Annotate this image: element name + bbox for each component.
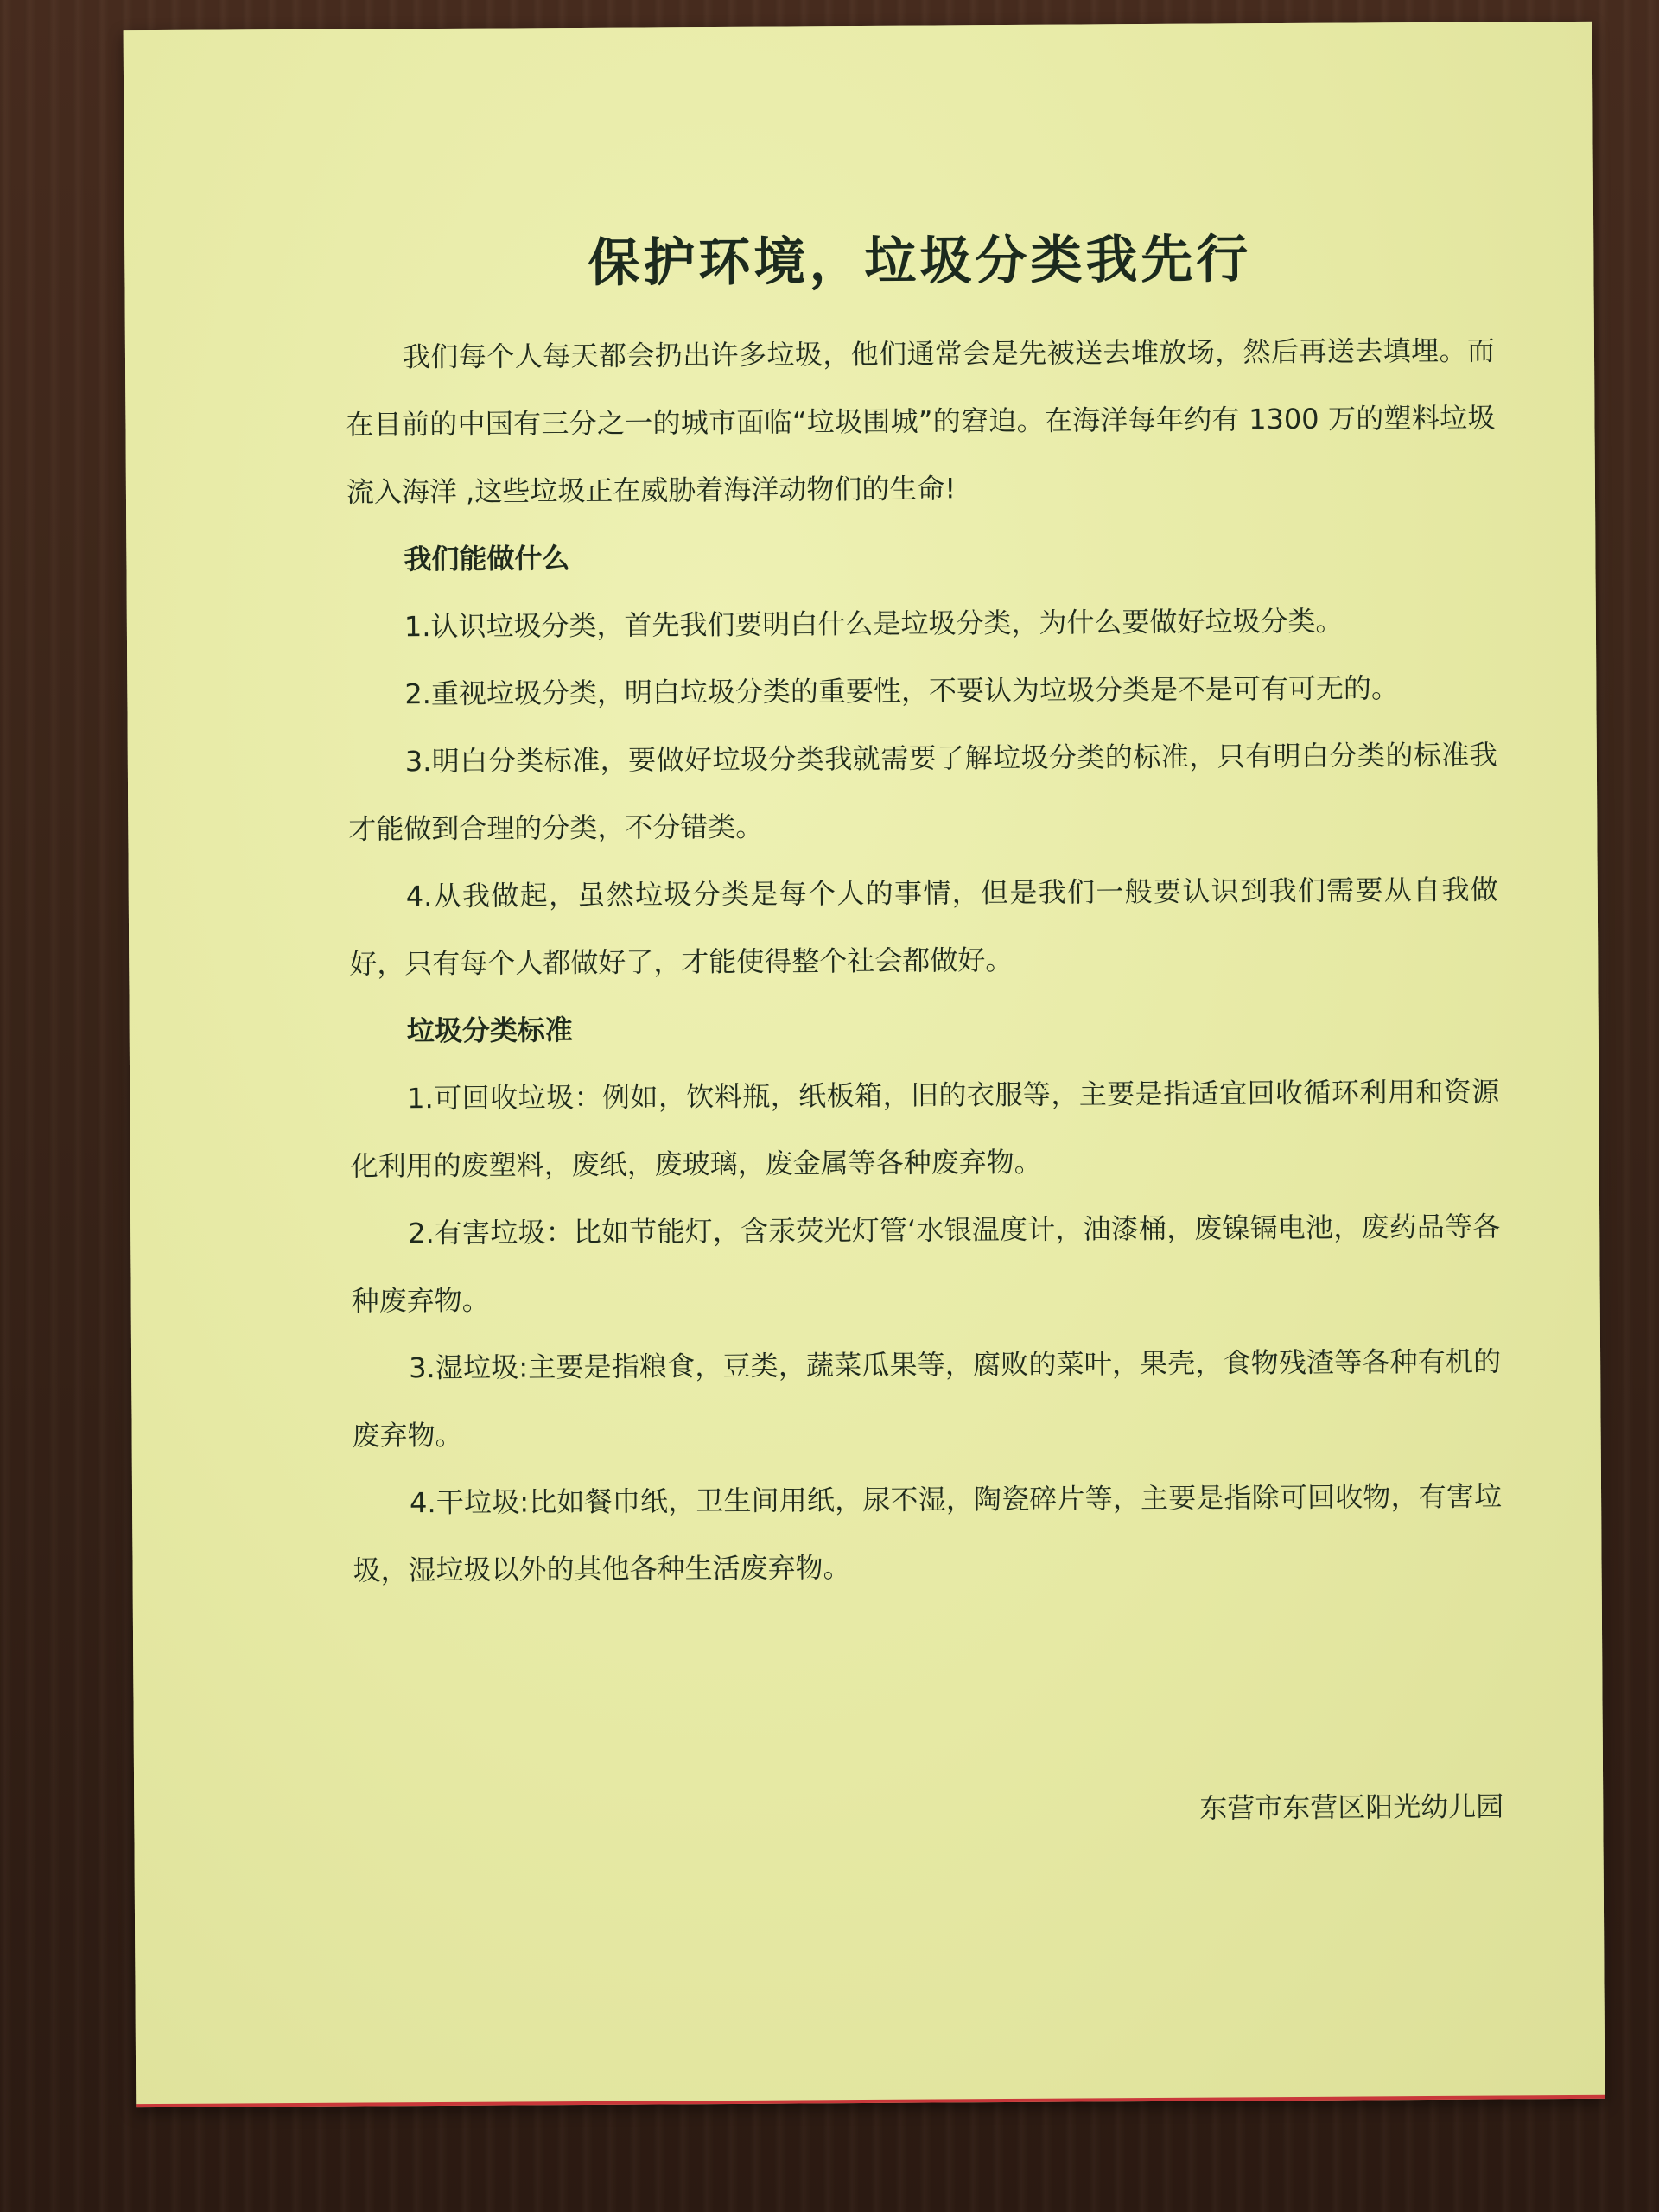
intro-paragraph: 我们每个人每天都会扔出许多垃圾，他们通常会是先被送去堆放场，然后再送去填埋。而在目前的中国有三分之一的城市面临“垃圾围城”的窘迫。在海洋每年约有 1300 万的塑料垃圾流入海洋 ,这些垃圾正在威胁着海洋动物们的生命! (346, 334, 1496, 509)
section-heading-classification-standard: 垃圾分类标准 (406, 1014, 573, 1048)
document-body (345, 217, 1504, 1825)
list-item: 2.重视垃圾分类，明白垃圾分类的重要性，不要认为垃圾分类是不是可有可无的。 (404, 671, 1400, 711)
list-item: 4.从我做起，虽然垃圾分类是每个人的事情，但是我们一般要认识到我们需要从自我做好，只有每个人都做好了，才能使得整个社会都做好。 (349, 873, 1498, 981)
list-item: 3.湿垃圾:主要是指粮食，豆类，蔬菜瓜果等，腐败的菜叶，果壳，食物残渣等各种有机的废弃物。 (352, 1344, 1502, 1452)
section-heading-what-we-can-do: 我们能做什么 (404, 542, 570, 576)
signature: 东营市东营区阳光幼儿园 (1199, 1789, 1504, 1825)
list-item: 1.认识垃圾分类，首先我们要明白什么是垃圾分类，为什么要做好垃圾分类。 (404, 604, 1344, 644)
document-title: 保护环境，垃圾分类我先行 (588, 229, 1252, 294)
paper-sheet (124, 22, 1605, 2107)
list-item: 1.可回收垃圾：例如，饮料瓶，纸板箱，旧的衣服等，主要是指适宜回收循环利用和资源化利用的废塑料，废纸，废玻璃，废金属等各种废弃物。 (350, 1075, 1500, 1183)
list-item: 2.有害垃圾：比如节能灯，含汞荧光灯管‘水银温度计，油漆桶，废镍镉电池，废药品等各种废弃物。 (351, 1210, 1501, 1318)
list-item: 3.明白分类标准，要做好垃圾分类我就需要了解垃圾分类的标准，只有明白分类的标准我才能做到合理的分类，不分错类。 (348, 738, 1497, 846)
list-item: 4.干垃圾:比如餐巾纸，卫生间用纸，尿不湿，陶瓷碎片等，主要是指除可回收物，有害垃圾，湿垃圾以外的其他各种生活废弃物。 (353, 1479, 1503, 1587)
